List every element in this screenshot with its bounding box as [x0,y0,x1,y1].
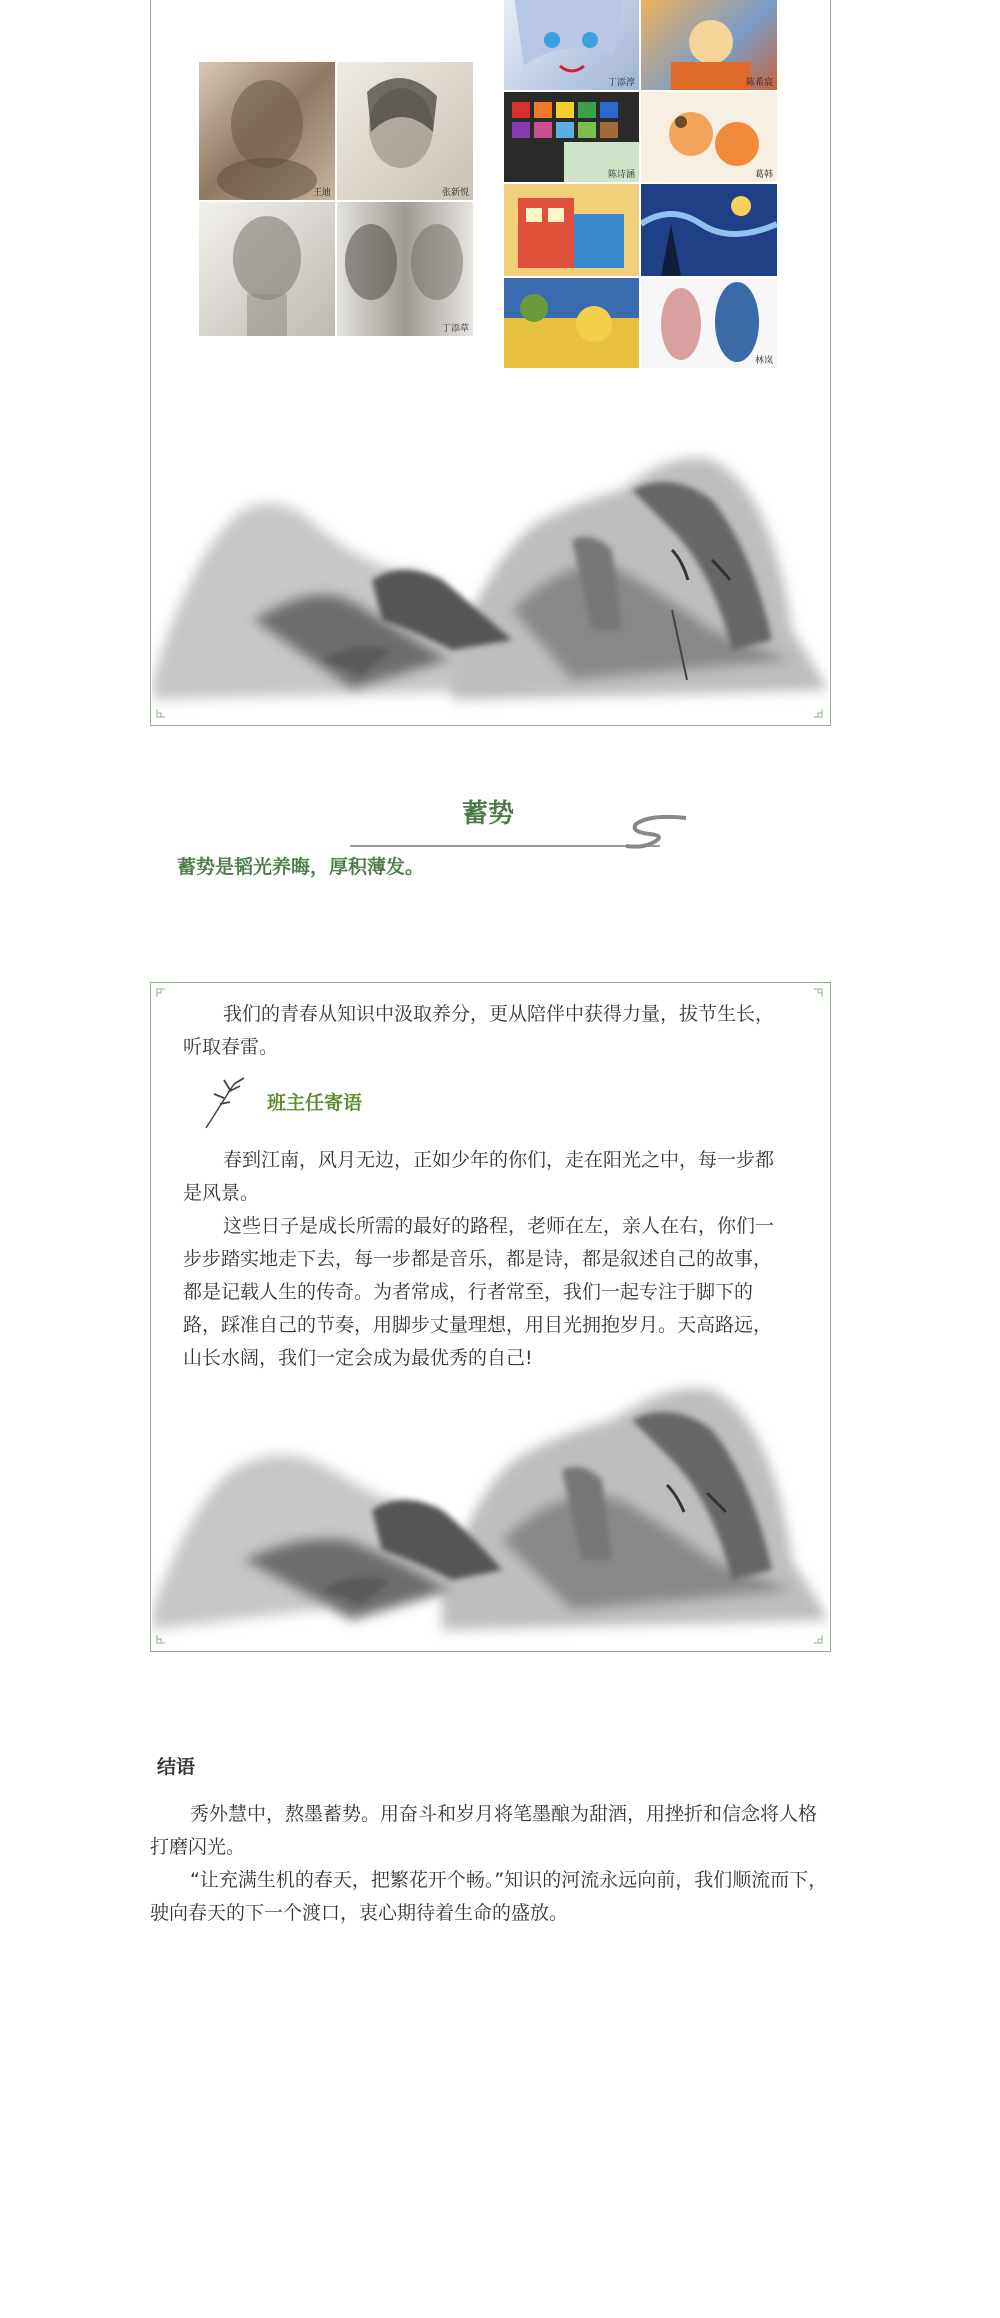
ending-text [150,1798,834,1930]
teacher-paragraph: 春到江南，风月无边，正如少年的你们，走在阳光之中，每一步都是风景。 [183,1149,775,1204]
teacher-message [183,1144,779,1375]
ending-paragraph: 秀外慧中，熬墨蓄势。用奋斗和岁月将笔墨酿为甜酒，用挫折和信念将人格打磨闪光。 [150,1803,818,1858]
artwork-photo [641,0,777,90]
artwork-photo [504,278,639,368]
title-divider-ornament [350,812,690,852]
teacher-paragraph: 这些日子是成长所需的最好的路程，老师在左，亲人在右，你们一步步踏实地走下去，每一步都是音乐，都是诗，都是叙述自己的故事，都是记载人生的传奇。为者常成，行者常至，我们一起专注于脚下的路，踩准自己的节奏，用脚步丈量理想，用目光拥抱岁月。天高路远，山长水阔，我们一定会成为最优秀的自己! [183,1215,775,1369]
section-title: 蓄势 [462,799,515,829]
section-subtitle: 蓄势是韬光养晦，厚积薄发。 [177,856,425,878]
artwork-photo [641,184,777,276]
artwork-photo [641,278,777,368]
artwork-photo [504,184,639,276]
sketch-photo [199,62,335,200]
teacher-message-title: 班主任寄语 [267,1092,363,1114]
artwork-photo [504,0,639,90]
photo-caption: 葛韩 [754,170,773,180]
artwork-photo [641,92,777,182]
ending-paragraph: “让充满生机的春天，把繁花开个畅。”知识的河流永远向前，我们顺流而下，驶向春天的下一个渡口，衷心期待着生命的盛放。 [150,1869,828,1924]
ink-mountain-illustration [152,430,829,720]
artwork-photo [504,92,639,182]
photo-caption: 张新悦 [441,188,469,198]
intro-text: 我们的青春从知识中汲取养分，更从陪伴中获得力量，拔节生长，听取春雷。 [183,1003,775,1058]
sketch-photo [337,62,473,200]
frame-corner-ornament [813,988,823,998]
photo-caption: 丁添草 [441,324,469,334]
bamboo-icon [200,1072,260,1132]
ending-title: 结语 [157,1756,196,1778]
ink-mountain-illustration [152,1360,829,1650]
photo-caption: 林岚 [754,356,773,366]
intro-paragraph [183,998,779,1064]
photo-caption: 陈诗涵 [607,170,635,180]
photo-caption: 陈希宸 [745,78,773,88]
frame-corner-ornament [156,988,166,998]
sketch-photo [337,202,473,336]
photo-caption: 王迪 [312,188,331,198]
photo-caption: 丁添淳 [607,78,635,88]
sketch-photo [199,202,335,336]
